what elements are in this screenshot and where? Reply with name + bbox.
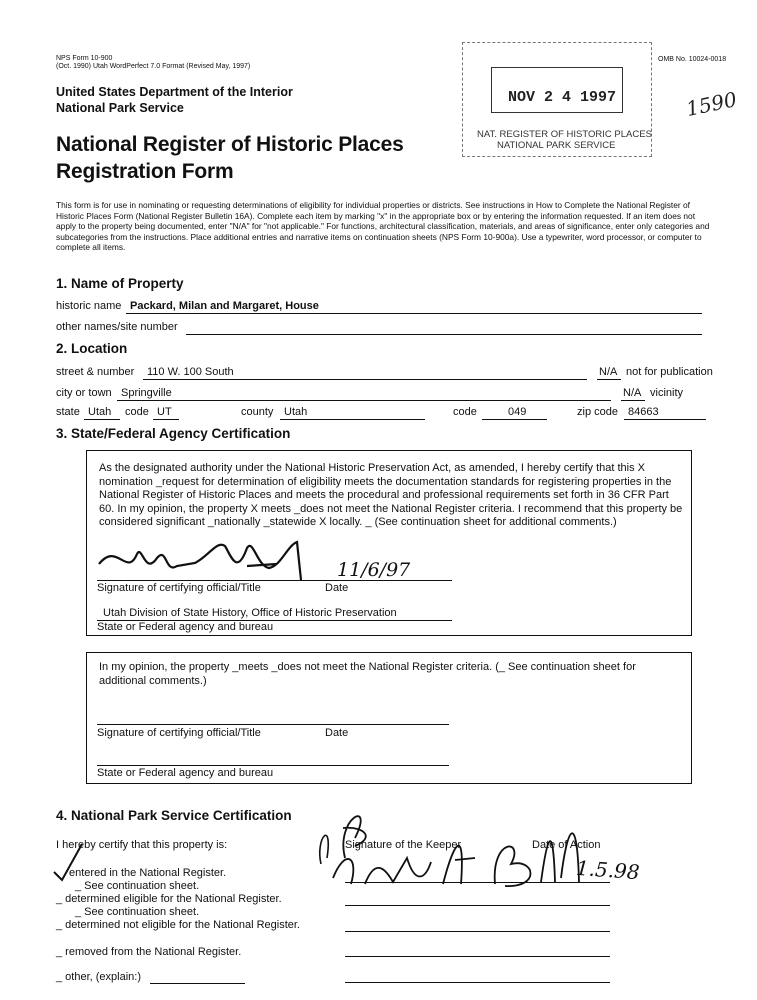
option-removed[interactable]: _ removed from the National Register. [56,946,242,958]
zip-field[interactable]: 84663 [624,406,706,420]
eligible-action-line [345,905,610,906]
state-certification-text: As the designated authority under the National Historic Preservation Act, as amended, I hereby certify that this X nomination _request for determination of eligibility meets the documentation standards for registering properties in the National Register of Historic Places and meets the procedural and professional requirements set forth in 36 CFR Part 60. In my opinion, the property X meets _does not meet the National Register criteria. I recommend that this property be considered significant _nationally _statewide X locally. _ (See continuation sheet for additional comments.) [99,462,683,529]
stamp-line-2: NATIONAL PARK SERVICE [497,140,616,151]
option-entered-continuation[interactable]: _ See continuation sheet. [75,880,200,892]
state-certification-box [86,450,692,636]
box2-signature-label: Signature of certifying official/Title [97,727,261,739]
received-stamp [462,42,652,157]
other-names-label: other names/site number [56,321,178,333]
option-eligible-continuation[interactable]: _ See continuation sheet. [75,906,200,918]
other-certification-text: In my opinion, the property _meets _does not meet the National Register criteria. (_ See continuation sheet for additional comments.) [99,661,636,687]
agency-name-field[interactable]: Utah Division of State History, Office of Historic Preservation [97,607,452,621]
street-field[interactable]: 110 W. 100 South [143,366,587,380]
section-3-heading: 3. State/Federal Agency Certification [56,426,291,441]
state-label: state [56,406,80,418]
section-2-heading: 2. Location [56,341,128,356]
instructions-text: This form is for use in nominating or requesting determinations of eligibility for individual properties or districts. See instructions in How to Complete the National Register of Historic Places Form (National Register Bulletin 16A). Complete each item by marking "x" in the appropriate box or by entering the information requested. If an item does not apply to the property being documented, enter "N/A" for "not applicable." For functions, architectural classification, materials, and areas of significance, enter only categories and subcategories from the instructions. Place additional entries and narrative items on continuation sheets (NPS Form 10-900a). Use a typewriter, word processor, or computer to complete all items. [56,200,710,253]
street-label: street & number [56,366,135,378]
state-code-field[interactable]: UT [153,406,179,420]
page-title: National Register of Historic Places [56,133,404,156]
zip-label: zip code [577,406,618,418]
not-for-publication-field[interactable]: N/A [597,366,621,380]
date-of-action-label: Date of Action [532,839,601,851]
vicinity-field[interactable]: N/A [621,387,645,401]
stamp-line-1: NAT. REGISTER OF HISTORIC PLACES [477,129,652,140]
historic-name-label: historic name [56,300,122,312]
signature-label: Signature of certifying official/Title [97,582,261,594]
date-of-action-value: 1.5.98 [575,855,641,885]
state-field[interactable]: Utah [84,406,120,420]
omb-number: OMB No. 10024-0018 [658,56,727,63]
department-name: United States Department of the Interior [56,85,293,99]
not-eligible-action-line [345,931,610,932]
page-subtitle: Registration Form [56,160,234,183]
signature-date-label: Date [325,582,349,594]
agency-label: State or Federal agency and bureau [97,621,274,633]
box2-agency-line [97,765,449,766]
section-1-heading: 1. Name of Property [56,276,184,291]
other-names-field[interactable] [186,321,702,335]
county-code-label: code [453,406,477,418]
keeper-signature-label: Signature of the Keeper [345,839,462,851]
city-field[interactable]: Springville [117,387,611,401]
county-code-field[interactable]: 049 [482,406,547,420]
removed-action-line [345,956,610,957]
option-eligible[interactable]: _ determined eligible for the National Register. [56,893,282,905]
box2-signature-line [97,724,449,725]
form-version: (Oct. 1990) Utah WordPerfect 7.0 Format (Revised May, 1997) [56,63,251,70]
other-explain-line[interactable] [150,983,245,984]
certify-intro: I hereby certify that this property is: [56,839,228,851]
service-name: National Park Service [56,101,184,115]
option-other[interactable]: _ other, (explain:) [56,971,141,983]
other-certification-box [86,652,692,784]
official-signature [97,536,337,584]
other-action-line [345,982,610,983]
county-field[interactable]: Utah [280,406,425,420]
stamp-date: NOV 2 4 1997 [508,89,617,106]
section-4-heading: 4. National Park Service Certification [56,808,292,823]
not-for-publication-label: not for publication [626,366,713,378]
box2-date-label: Date [325,727,349,739]
vicinity-label: vicinity [650,387,684,399]
city-label: city or town [56,387,112,399]
option-not-eligible[interactable]: _ determined not eligible for the National Register. [56,919,300,931]
state-code-label: code [125,406,149,418]
form-number: NPS Form 10-900 [56,55,113,62]
signature-date-value: 11/6/97 [337,559,411,581]
county-label: county [241,406,274,418]
entered-action-line [345,882,610,883]
historic-name-field[interactable]: Packard, Milan and Margaret, House [126,300,702,314]
option-entered[interactable]: entered in the National Register. [69,867,227,879]
box2-agency-label: State or Federal agency and bureau [97,767,274,779]
handwritten-number: 1590 [684,86,739,122]
